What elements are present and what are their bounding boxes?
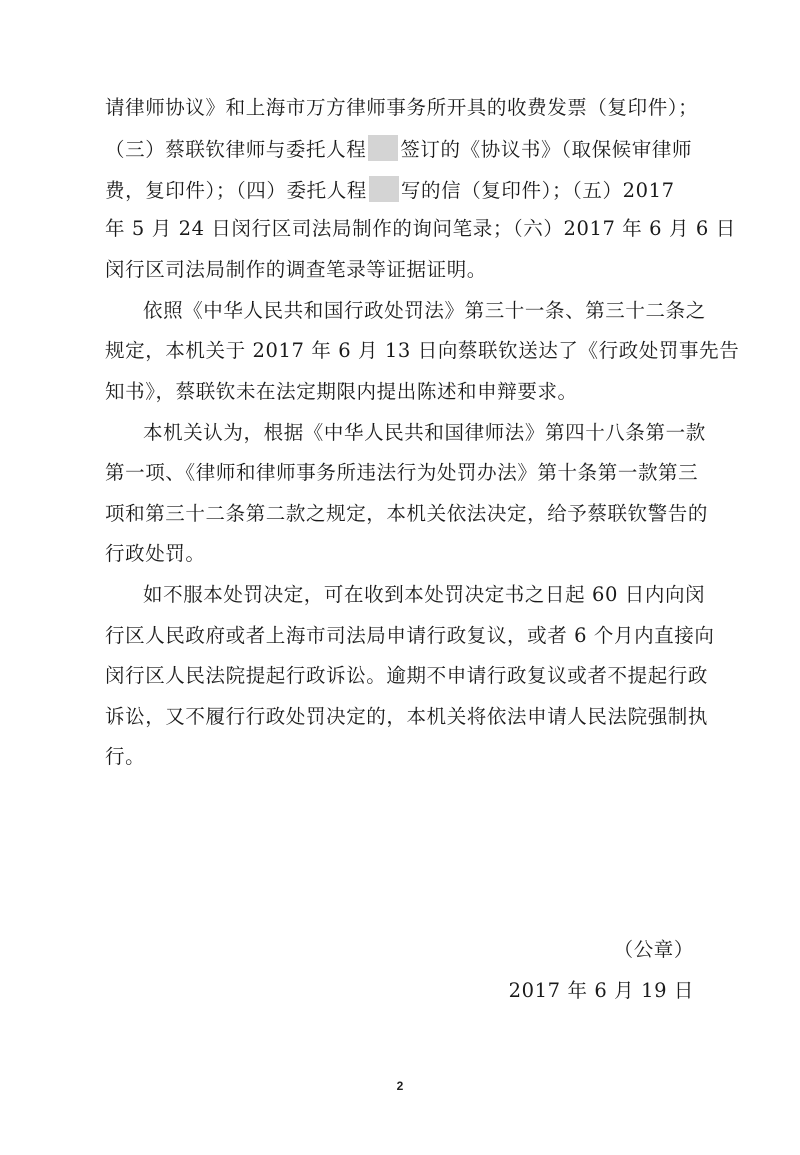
paragraph-first-line: 依照《中华人民共和国行政处罚法》第三十一条、第三十二条之 bbox=[143, 299, 706, 322]
seal-label: （公章） bbox=[613, 938, 694, 961]
text-line: 规定，本机关于 2017 年 6 月 13 日向蔡联钦送达了《行政处罚事先告 bbox=[105, 339, 740, 362]
page-number: 2 bbox=[396, 1079, 404, 1093]
redaction-block bbox=[368, 135, 398, 161]
text-line: 第一项、《律师和律师事务所违法行为处罚办法》第十条第一款第三 bbox=[105, 461, 699, 484]
text-segment: 费，复印件）；（四）委托人程 bbox=[105, 179, 367, 202]
text-segment: 写的信（复印件）；（五）2017 bbox=[400, 179, 675, 202]
text-segment: （三）蔡联钦律师与委托人程 bbox=[105, 138, 367, 161]
text-line: 年 5 月 24 日闵行区司法局制作的询问笔录；（六）2017 年 6 月 6 日 bbox=[105, 217, 736, 240]
text-line: 项和第三十二条第二款之规定，本机关依法决定，给予蔡联钦警告的 bbox=[105, 502, 709, 525]
text-line: 行。 bbox=[105, 745, 146, 768]
text-line: 诉讼，又不履行行政处罚决定的，本机关将依法申请人民法院强制执 bbox=[105, 705, 709, 728]
paragraph-first-line: 本机关认为，根据《中华人民共和国律师法》第四十八条第一款 bbox=[143, 421, 706, 444]
text-line: 知书》，蔡联钦未在法定期限内提出陈述和申辩要求。 bbox=[105, 380, 578, 403]
text-line: 闵行区人民法院提起行政诉讼。逾期不申请行政复议或者不提起行政 bbox=[105, 664, 709, 687]
text-line bbox=[105, 135, 695, 163]
document-date: 2017 年 6 月 19 日 bbox=[508, 979, 694, 1002]
text-line: 请律师协议》和上海市万方律师事务所开具的收费发票（复印件）； bbox=[105, 96, 699, 119]
text-line: 闵行区司法局制作的调查笔录等证据证明。 bbox=[105, 258, 487, 281]
text-segment: 签订的《协议书》（取保候审律师 bbox=[400, 138, 693, 161]
text-line: 行区人民政府或者上海市司法局申请行政复议，或者 6 个月内直接向 bbox=[105, 624, 715, 647]
redaction-block bbox=[369, 176, 399, 202]
paragraph-first-line: 如不服本处罚决定，可在收到本处罚决定书之日起 60 日内向闵 bbox=[143, 583, 706, 606]
text-line: 行政处罚。 bbox=[105, 542, 206, 565]
text-line bbox=[105, 176, 695, 204]
